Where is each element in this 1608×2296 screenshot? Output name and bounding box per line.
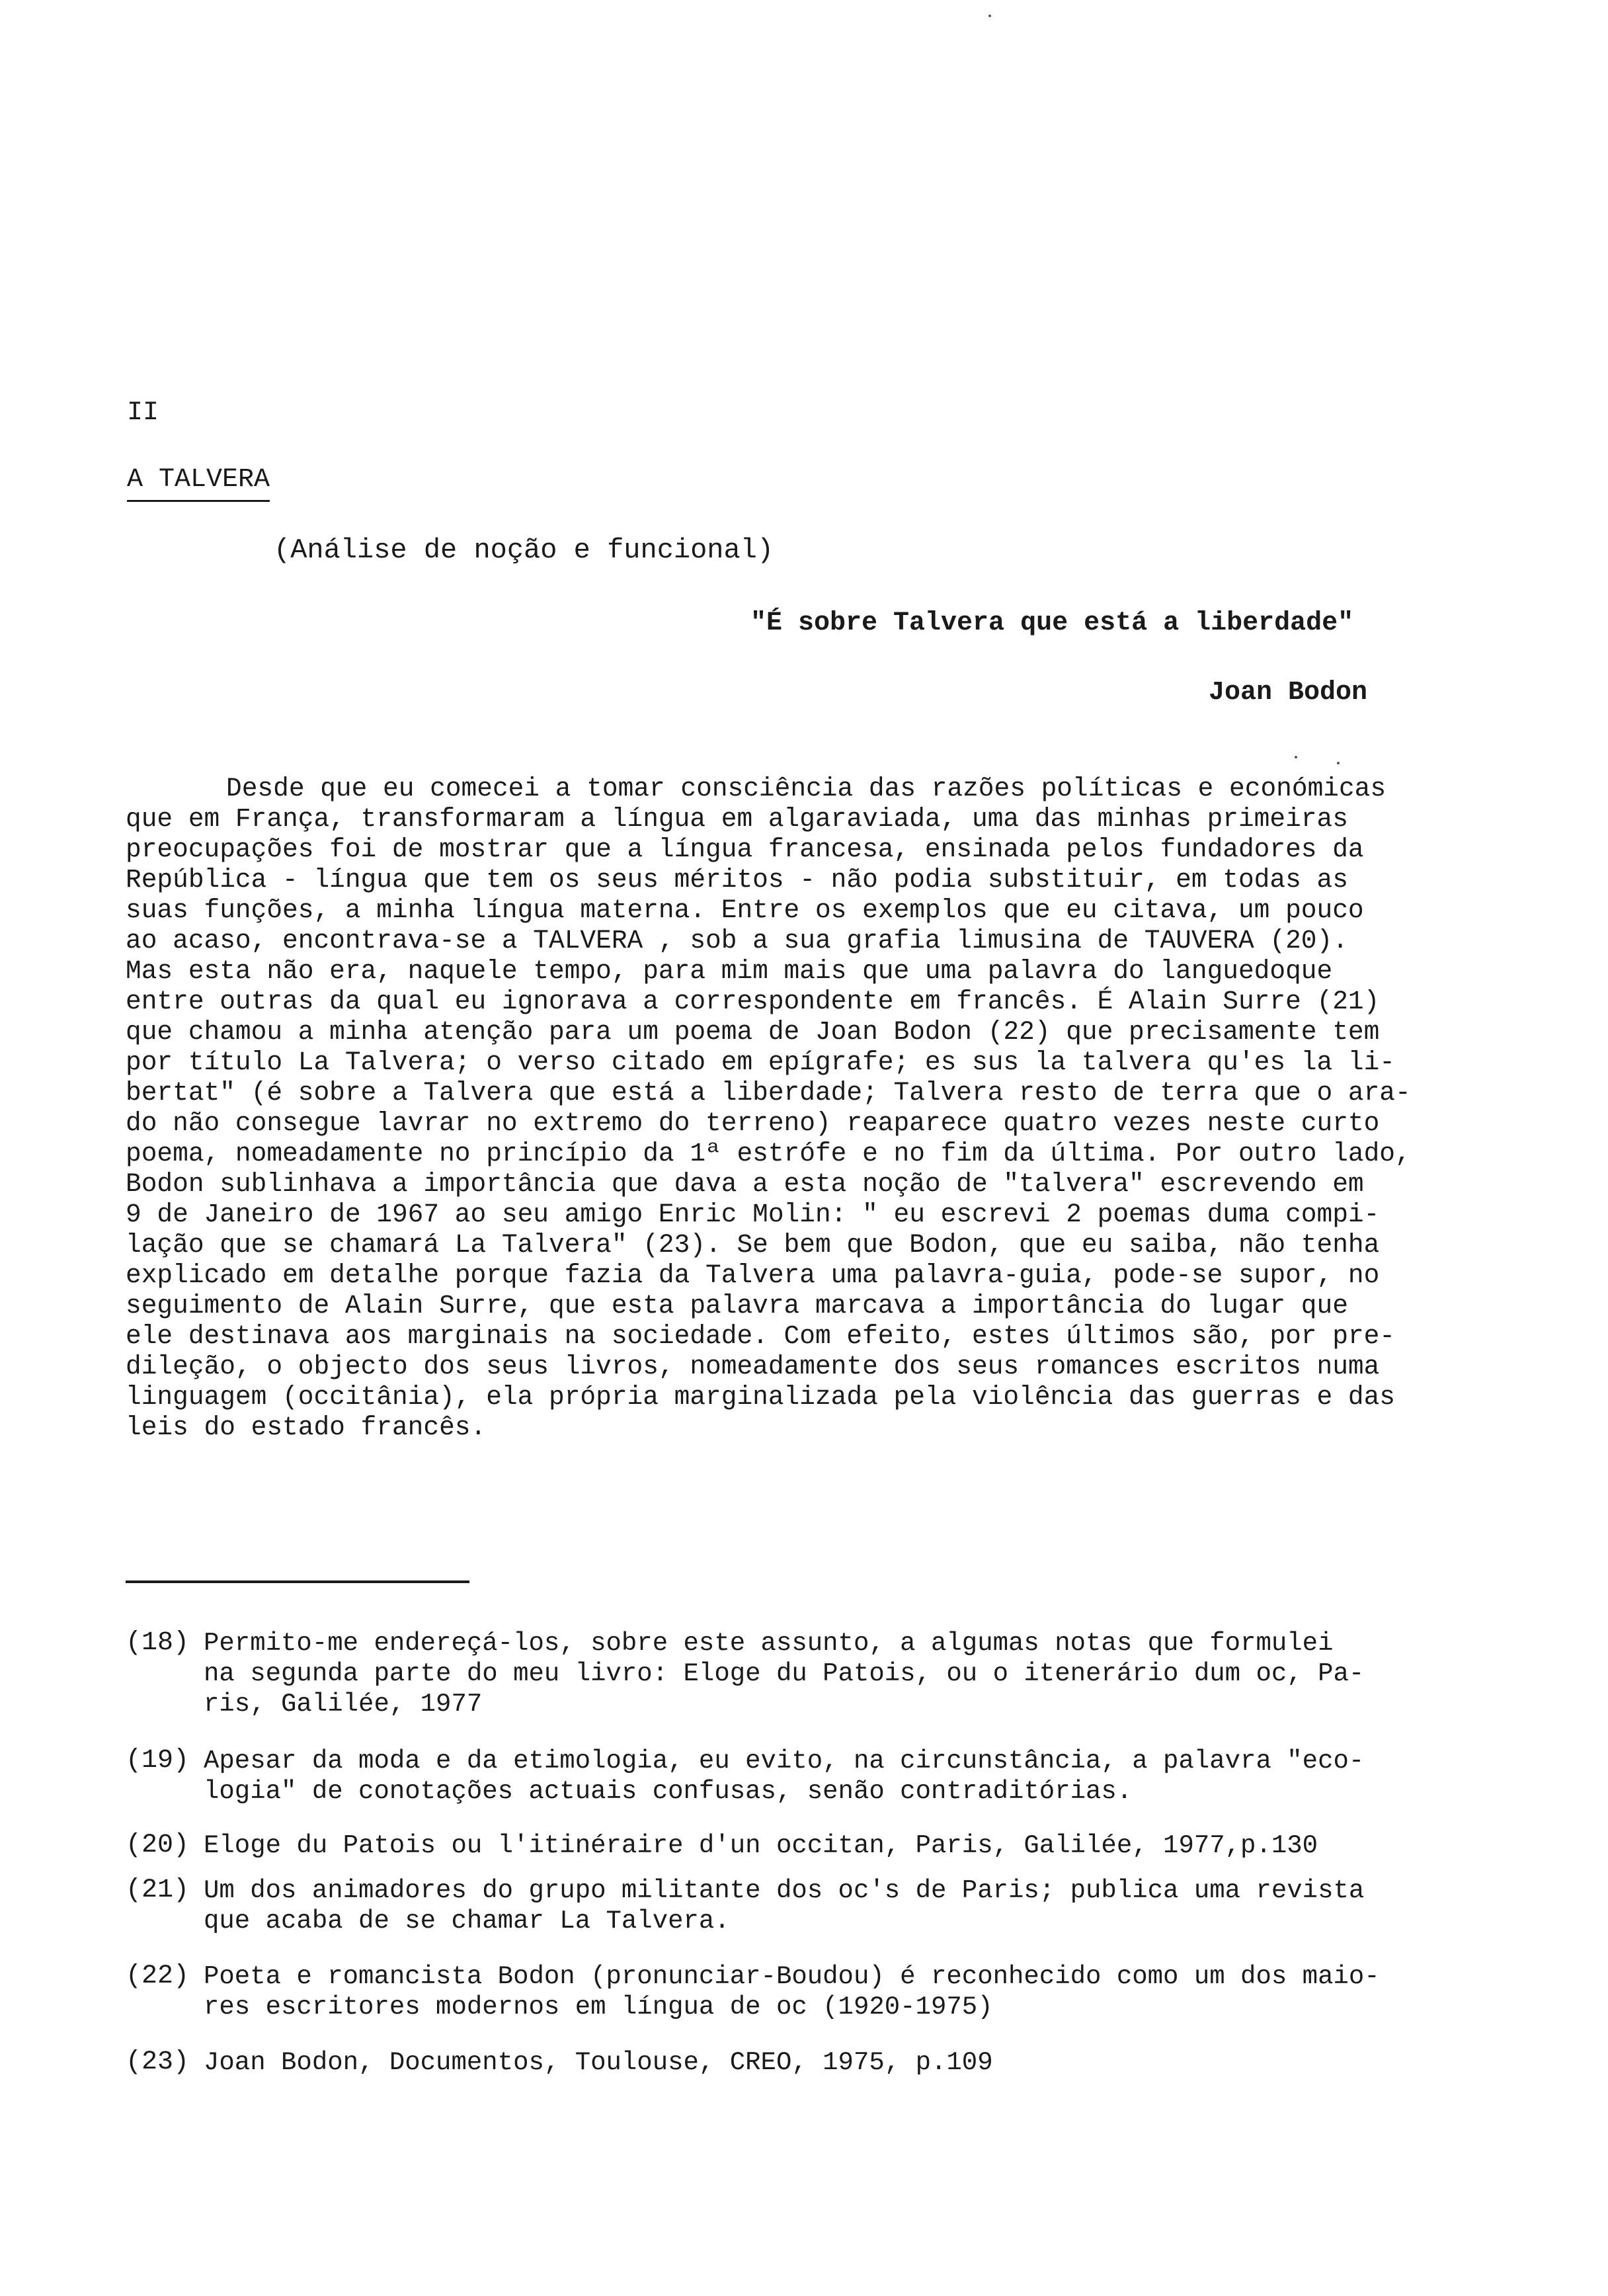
speck-mark (988, 15, 991, 17)
epigraph-author: Joan Bodon (1209, 678, 1368, 708)
body-line: dileção, o objecto dos seus livros, nomeadamente dos seus romances escritos numa (126, 1352, 1380, 1381)
body-line: ele destinava aos marginais na sociedade. Com efeito, estes últimos são, por pre- (126, 1321, 1396, 1351)
footnote-line: na segunda parte do meu livro: Eloge du Patois, ou o itenerário dum oc, Pa- (204, 1659, 1365, 1688)
body-line: que em França, transformaram a língua em algaraviada, uma das minhas primeiras (126, 804, 1348, 834)
body-line: preocupações foi de mostrar que a língua francesa, ensinada pelos fundadores da (126, 835, 1364, 864)
chapter-number: II (127, 398, 159, 428)
footnote-number: (23) (126, 2047, 190, 2077)
speck-mark (1295, 756, 1297, 758)
footnote-line: Permito-me endereçá-los, sobre este assunto, a algumas notas que formulei (204, 1629, 1334, 1658)
footnote-line: Um dos animadores do grupo militante dos oc's de Paris; publica uma revista (204, 1876, 1365, 1905)
body-line: 9 de Janeiro de 1967 ao seu amigo Enric Molin: " eu escrevi 2 poemas duma compi- (126, 1200, 1380, 1229)
footnote-line: que acaba de se chamar La Talvera. (204, 1906, 730, 1936)
body-line: lação que se chamará La Talvera" (23). Se bem que Bodon, que eu saiba, não tenha (126, 1230, 1380, 1260)
footnote-line: logia" de conotações actuais confusas, senão contraditórias. (204, 1777, 1133, 1806)
body-line: explicado em detalhe porque fazia da Talvera uma palavra-guia, pode-se supor, no (126, 1260, 1380, 1290)
body-line: do não consegue lavrar no extremo do terreno) reaparece quatro vezes neste curto (126, 1108, 1380, 1138)
body-line: Bodon sublinhava a importância que dava a esta noção de "talvera" escrevendo em (126, 1169, 1364, 1199)
body-line: ao acaso, encontrava-se a TALVERA , sob a sua grafia limusina de TAUVERA (20). (126, 926, 1348, 956)
body-line: seguimento de Alain Surre, que esta palavra marcava a importância do lugar que (126, 1291, 1348, 1321)
body-line: Desde que eu comecei a tomar consciência das razões políticas e económicas (226, 774, 1387, 803)
epigraph-quote: "É sobre Talvera que está a liberdade" (750, 608, 1354, 638)
footnote-line: Poeta e romancista Bodon (pronunciar-Boudou) é reconhecido como um dos maio- (204, 1962, 1380, 1991)
body-line: por título La Talvera; o verso citado em epígrafe; es sus la talvera qu'es la li- (126, 1047, 1396, 1077)
body-line: República - língua que tem os seus méritos - não podia substituir, em todas as (126, 865, 1348, 895)
footnote-number: (19) (126, 1746, 190, 1776)
body-line: bertat" (é sobre a Talvera que está a liberdade; Talvera resto de terra que o ara- (126, 1078, 1411, 1108)
footnote-line: Joan Bodon, Documentos, Toulouse, CREO, 1975, p.109 (204, 2048, 993, 2077)
footnote-number: (20) (126, 1830, 190, 1860)
footnote-number: (22) (126, 1961, 190, 1991)
footnote-number: (21) (126, 1875, 190, 1905)
body-line: poema, nomeadamente no princípio da 1ª estrófe e no fim da última. Por outro lado, (126, 1139, 1411, 1168)
body-line: linguagem (occitânia), ela própria marginalizada pela violência das guerras e das (126, 1382, 1396, 1412)
footnote-number: (18) (126, 1628, 190, 1658)
speck-mark (1337, 762, 1340, 764)
footnote-line: Eloge du Patois ou l'itinéraire d'un occitan, Paris, Galilée, 1977,p.130 (204, 1831, 1318, 1860)
body-line: suas funções, a minha língua materna. Entre os exemplos que eu citava, um pouco (126, 895, 1364, 925)
chapter-subtitle: (Análise de noção e funcional) (274, 534, 774, 566)
body-line: que chamou a minha atenção para um poema de Joan Bodon (22) que precisamente tem (126, 1017, 1380, 1047)
footnote-separator (126, 1580, 469, 1583)
body-line: Mas esta não era, naquele tempo, para mim mais que uma palavra do languedoque (126, 956, 1333, 986)
footnote-line: res escritores modernos em língua de oc (1920-1975) (204, 1992, 993, 2022)
body-line: leis do estado francês. (126, 1413, 487, 1442)
body-line: entre outras da qual eu ignorava a correspondente em francês. É Alain Surre (21) (126, 987, 1380, 1016)
chapter-title: A TALVERA (127, 464, 270, 502)
footnote-line: Apesar da moda e da etimologia, eu evito, na circunstância, a palavra "eco- (204, 1746, 1365, 1776)
footnote-line: ris, Galilée, 1977 (204, 1690, 483, 1719)
